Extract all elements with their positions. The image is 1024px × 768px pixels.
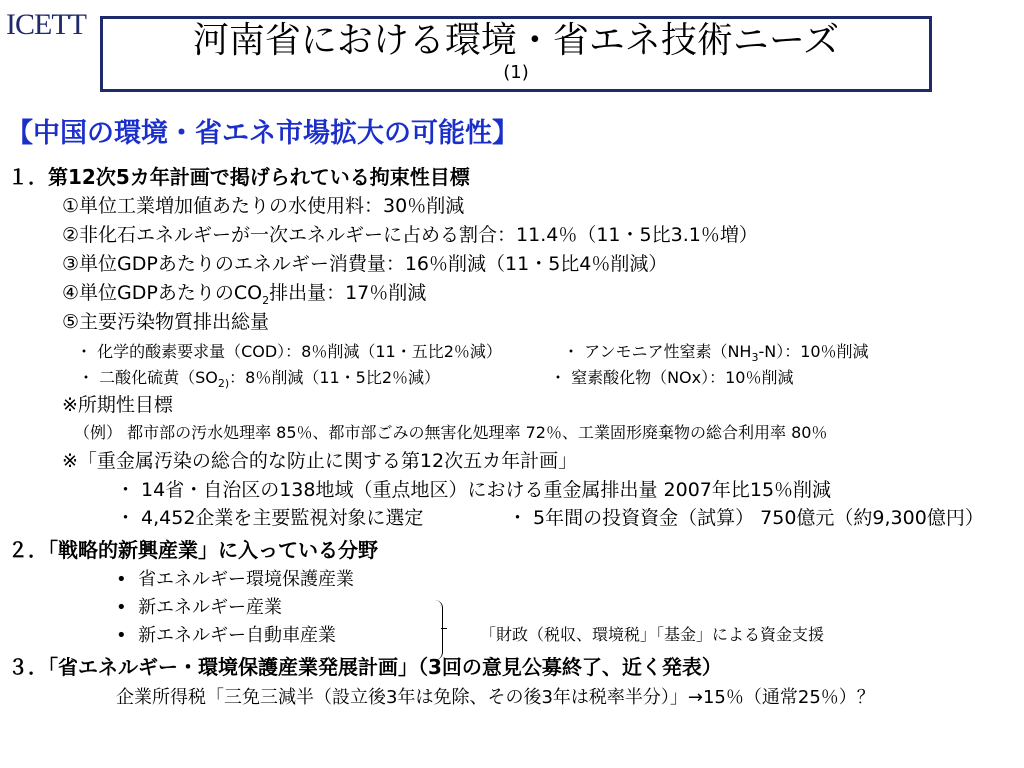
brace xyxy=(432,600,443,660)
brace-tip xyxy=(441,628,447,629)
industry-item: • 新エネルギー産業 xyxy=(116,597,283,618)
corporate-tax-note: 企業所得税「三免三減半（設立後3年は免除、その後3年は税率半分）」→15％（通常25％）？ xyxy=(116,687,875,708)
note-expected-targets: ※所期性目標 xyxy=(62,394,173,416)
pollutant-nh3: ・ アンモニア性窒素$(NH_3-N)$：10％削減 xyxy=(563,342,869,365)
title-box xyxy=(100,16,932,92)
target-nonfossil: ②非化石エネルギーが一次エネルギーに占める割合：11.4％（11・5比3.1％増） xyxy=(62,224,758,246)
target-water: ①単位工業増加値あたりの水使用料：30％削減 xyxy=(62,195,465,217)
investment-funds: ・ 5年間の投資資金（試算） 750億元（約9,300億円） xyxy=(508,507,984,529)
heavy-metal-reduction: ・ 14省・自治区の138地域（重点地区）における重金属排出量 2007年比15％削減 xyxy=(116,479,832,501)
icett-logo: ICETT xyxy=(6,8,86,41)
slide-title: 河南省における環境・省エネ技術ニーズ xyxy=(192,20,840,61)
note-heavy-metal-plan: ※「重金属汚染の総合的な防止に関する第12次五カ年計画」 xyxy=(62,450,578,472)
pollutant-cod: ・ 化学的酸素要求量（COD）：8％削減（11・五比2％減） xyxy=(76,342,502,361)
section3-title: ３．「省エネルギー・環境保護産業発展計画」（3回の意見公募終了、近く発表） xyxy=(8,655,722,679)
target-pollutants: ⑤主要汚染物質排出総量 xyxy=(62,311,270,333)
section2-title: ２．「戦略的新興産業」に入っている分野 xyxy=(8,538,378,562)
target-co2: ④単位GDPあたりの$CO_2$排出量：17％削減 xyxy=(62,282,427,307)
pollutant-nox: ・ 窒素酸化物（NOx）：10％削減 xyxy=(550,368,794,387)
fund-support-note: 「財政（税収、環境税」「基金」による資金支援 xyxy=(480,625,825,644)
monitored-companies: ・ 4,452企業を主要監視対象に選定 xyxy=(116,507,424,529)
pollutant-so2: ・ 二酸化硫黄（$SO_{2)}$：8％削減（11・5比2％減） xyxy=(78,368,441,391)
section1-title: １．第12次5カ年計画で掲げられている拘束性目標 xyxy=(8,165,470,189)
target-energy: ③単位GDPあたりのエネルギー消費量：16％削減（11・5比4％削減） xyxy=(62,253,668,275)
section-heading: 【中国の環境・省エネ市場拡大の可能性】 xyxy=(6,118,519,149)
industry-item: • 新エネルギー自動車産業 xyxy=(116,625,337,646)
slide-subtitle: (1) xyxy=(503,62,529,83)
example-rates: （例） 都市部の汚水処理率 85％、都市部ごみの無害化処理率 72％、工業固形廃棄物の総合利用率 80％ xyxy=(74,423,828,442)
industry-item: • 省エネルギー環境保護産業 xyxy=(116,569,355,590)
